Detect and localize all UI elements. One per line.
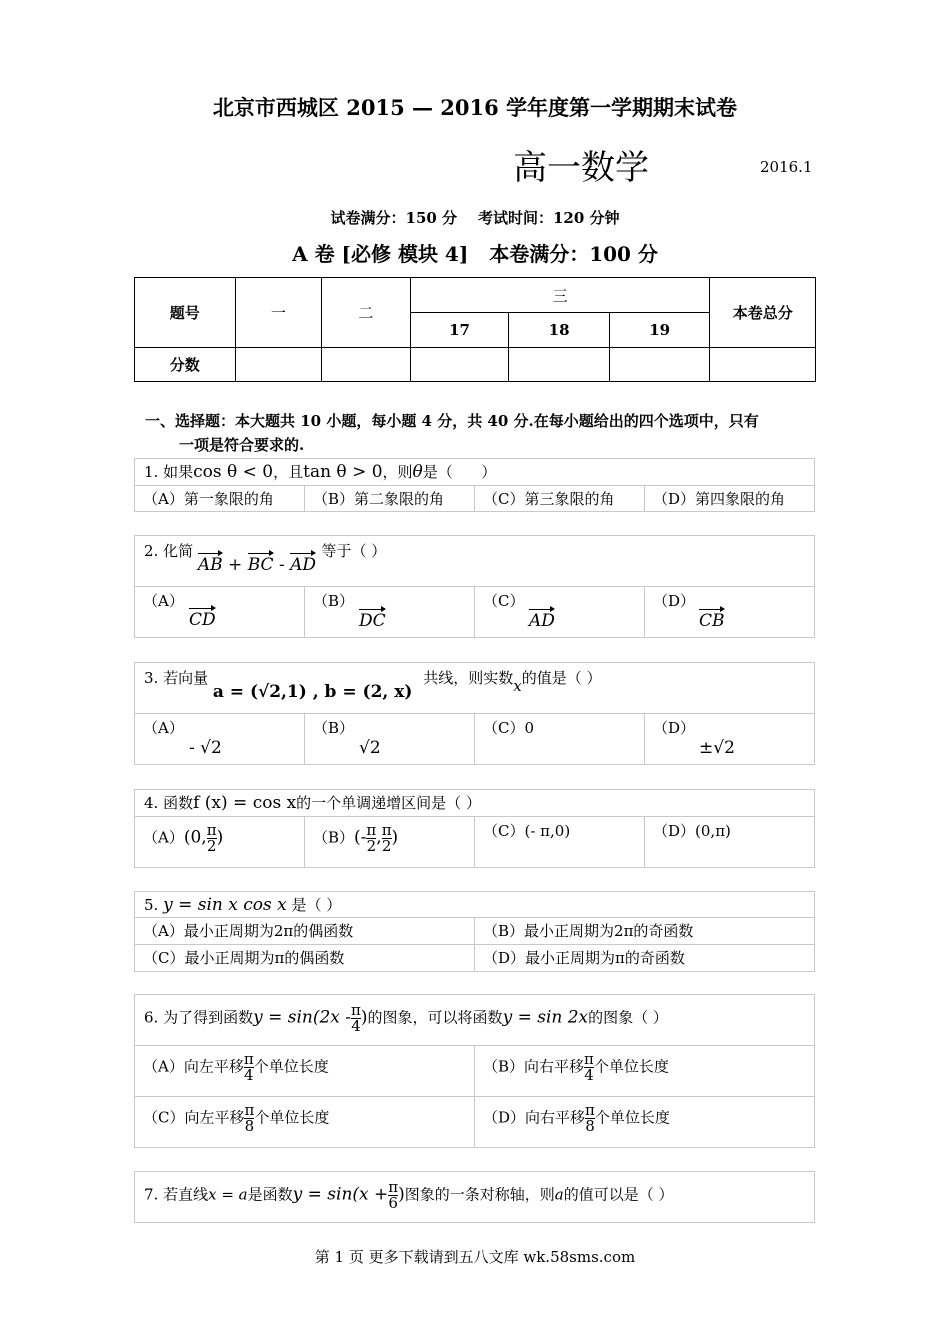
q7-expr2-post: ) [398,1184,405,1205]
q4-option-b [304,817,474,867]
q6-b-frac [584,1052,594,1083]
q2-option-d [644,587,814,637]
q6-stem [135,995,814,1045]
q5-option-c: （C）最小正周期为π的偶函数 [143,949,345,967]
q7-num: 7. 若直线 [144,1185,209,1204]
q4-b-frac2 [382,823,392,854]
q6-frac [351,1003,361,1034]
col-17: 17 [410,313,509,348]
q4-stem [135,790,814,816]
q3-d-label: （D） [653,719,696,737]
q1-option-b: （B）第二象限的角 [304,486,474,511]
score-cell [410,348,509,382]
q7-stem [135,1172,814,1222]
q6-c-unit: 个单位长度 [254,1108,330,1127]
score-cell [609,348,710,382]
section-one-line2: 一项是符合要求的. [179,436,305,454]
q3-x: x [513,677,522,695]
question-6 [134,994,815,1148]
question-3 [134,662,815,765]
q2-vec-ad: AD [290,555,317,575]
q4-a-num: π [206,821,217,839]
q3-tail: 的值是（ ） [521,669,602,687]
q6-d-den: 8 [585,1117,595,1135]
subject-title: 高一数学 [513,148,649,188]
q3-num: 3. 若向量 [144,669,209,687]
q7-num-pi: π [388,1178,399,1196]
q2-option-a [135,587,304,637]
q4-b-label: （B） [313,828,355,847]
q4-expr: f (x) = cos x [193,793,297,813]
q2-vec-bc: BC [247,555,274,575]
q1-num: 1. 如果 [144,463,194,481]
q4-num: 4. 函数 [144,794,194,812]
q4-option-d: （D）(0,π) [644,817,814,867]
q2-stem [135,536,814,586]
question-5 [134,891,815,972]
q4-b-post: ) [391,827,399,848]
q5-expr: y = sin x cos x [163,895,287,915]
q1-cond1: cos θ < 0 [193,462,274,482]
q6-tail: 的图象（ ） [588,1008,668,1027]
q6-expr-pre: y = sin(2x - [253,1007,352,1028]
q7-a: a [554,1185,564,1204]
q2-minus: - [273,555,291,575]
q5-option-d: （D）最小正周期为π的奇函数 [474,945,814,971]
q6-options-row1 [135,1045,814,1096]
q7-tail: 的值可以是（ ） [563,1185,674,1204]
q1-option-a: （A）第一象限的角 [143,490,274,508]
section-one-line1: 一、选择题：本大题共 10 小题，每小题 4 分，共 40 分.在每小题给出的四个选项中，只有 [145,412,759,430]
q6-a-unit: 个单位长度 [253,1057,329,1076]
q6-num-pi: π [351,1001,361,1019]
q6-d-num: π [585,1101,595,1119]
q6-a-den: 4 [244,1066,254,1084]
q4-b-den1: 2 [366,837,377,855]
q2-a-label: （A） [143,592,184,610]
q6-c-frac [244,1103,254,1134]
exam-date: 2016.1 [760,158,813,176]
q6-expr-post: ) [360,1007,368,1028]
q4-b-pre: (- [354,827,367,848]
q6-a-num: π [243,1050,254,1068]
q6-den: 4 [351,1017,361,1035]
q1-options [135,485,814,511]
q2-b-val: DC [359,611,386,631]
q4-b-frac1 [366,823,376,854]
q4-b-num1: π [366,821,377,839]
q6-option-a [135,1046,474,1096]
q1-mid2: ，则 [382,463,413,481]
q6-b-unit: 个单位长度 [593,1057,669,1076]
col-18: 18 [509,313,610,348]
q4-tail: 的一个单调递增区间是（ ） [296,794,481,812]
q1-theta: θ [412,462,423,482]
col-three: 三 [410,278,710,313]
q6-expr2: y = sin 2x [502,1007,589,1028]
q6-mid: 的图象，可以将函数 [367,1008,503,1027]
q5-num: 5. [144,896,159,914]
q2-c-label: （C） [483,592,525,610]
q2-plus: + [222,555,248,575]
q1-cond2: tan θ > 0 [303,462,383,482]
q7-mid: 是函数 [247,1185,293,1204]
q5-option-b: （B）最小正周期为2π的奇函数 [474,918,814,944]
q3-a-val: - √2 [189,738,222,758]
q7-mid2: 图象的一条对称轴，则 [404,1185,555,1204]
q6-option-d [474,1097,814,1147]
paper-a-heading: A 卷 [必修 模块 4] 本卷满分：100 分 [292,242,658,266]
q4-b-den2: 2 [381,837,392,855]
q2-vec-ab: AB [197,555,223,575]
q5-options-row1 [135,917,814,944]
col-19: 19 [609,313,710,348]
q6-c-num: π [244,1101,255,1119]
q1-option-c: （C）第三象限的角 [474,486,644,511]
q3-option-a [135,714,304,764]
q3-stem [135,663,814,713]
q6-b-den: 4 [584,1066,594,1084]
q1-tail: 是（ ） [422,463,497,481]
q1-mid: ，且 [273,463,304,481]
q6-options-row2 [135,1096,814,1147]
page-footer: 第 1 页 更多下载请到五八文库 wk.58sms.com [314,1248,636,1266]
q1-option-d: （D）第四象限的角 [644,486,814,511]
score-cell [235,348,322,382]
q4-a-frac [207,823,217,854]
q2-d-label: （D） [653,592,696,610]
score-table [134,277,816,382]
exam-title: 北京市西城区 2015 — 2016 学年度第一学期期末试卷 [212,95,738,120]
q5-tail: 是（ ） [291,896,342,914]
question-7 [134,1171,815,1223]
q6-a-frac [244,1052,254,1083]
q4-b-mid: , [376,827,382,848]
score-cell [509,348,610,382]
q7-frac [388,1180,398,1211]
q3-d-val: ±√2 [699,738,735,758]
q2-option-c [474,587,644,637]
q4-a-post: ) [216,827,224,848]
q2-option-b [304,587,474,637]
q2-d-val: CB [699,611,725,631]
q6-option-b [474,1046,814,1096]
q3-option-b [304,714,474,764]
q2-a-val: CD [189,610,216,630]
q5-options-row2 [135,944,814,971]
q3-a-label: （A） [143,719,184,737]
q6-c-den: 8 [244,1117,255,1135]
q4-a-label: （A） [143,828,184,847]
q6-d-unit: 个单位长度 [594,1108,670,1127]
exam-meta: 试卷满分：150 分 考试时间：120 分钟 [330,209,620,227]
q4-option-c: （C）(- π,0) [474,817,644,867]
q7-expr: x = a [208,1185,248,1204]
q4-option-a [135,817,304,867]
q7-expr2-pre: y = sin(x + [292,1184,389,1205]
q2-tail: 等于（ ） [321,542,387,560]
q6-num: 6. 为了得到函数 [144,1008,254,1027]
section-one-heading [145,409,815,457]
col-two: 二 [322,278,411,348]
q6-c-pre: （C）向左平移 [143,1108,245,1127]
q3-options [135,713,814,764]
q2-options [135,586,814,637]
q5-stem [135,892,814,917]
col-header: 题号 [135,278,236,348]
q4-a-den: 2 [206,837,217,855]
col-total: 本卷总分 [710,278,816,348]
q2-c-val: AD [529,611,555,631]
question-1 [134,458,815,512]
score-cell [322,348,411,382]
question-4 [134,789,815,868]
q6-d-frac [585,1103,595,1134]
q3-option-c: （C）0 [474,714,644,764]
question-2 [134,535,815,638]
q4-options [135,816,814,867]
q3-b-val: √2 [359,738,381,758]
q3-mid: 共线，则实数 [423,669,514,687]
q2-b-label: （B） [313,592,355,610]
q4-b-num2: π [381,821,392,839]
q6-a-pre: （A）向左平移 [143,1057,244,1076]
q7-den: 6 [388,1194,398,1212]
q3-option-d [644,714,814,764]
q3-b-label: （B） [313,719,355,737]
col-one: 一 [235,278,322,348]
q6-d-pre: （D）向右平移 [483,1108,586,1127]
score-cell [710,348,816,382]
q3-expr: a = (√2,1) , b = (2, x) [212,682,413,702]
q6-b-num: π [584,1050,594,1068]
q5-option-a: （A）最小正周期为2π的偶函数 [143,922,354,940]
q2-num: 2. 化简 [144,542,194,560]
q4-a-pre: (0, [183,827,207,848]
row-score-label: 分数 [135,348,236,382]
q1-stem [135,459,814,485]
q6-b-pre: （B）向右平移 [483,1057,585,1076]
q6-option-c [135,1097,474,1147]
